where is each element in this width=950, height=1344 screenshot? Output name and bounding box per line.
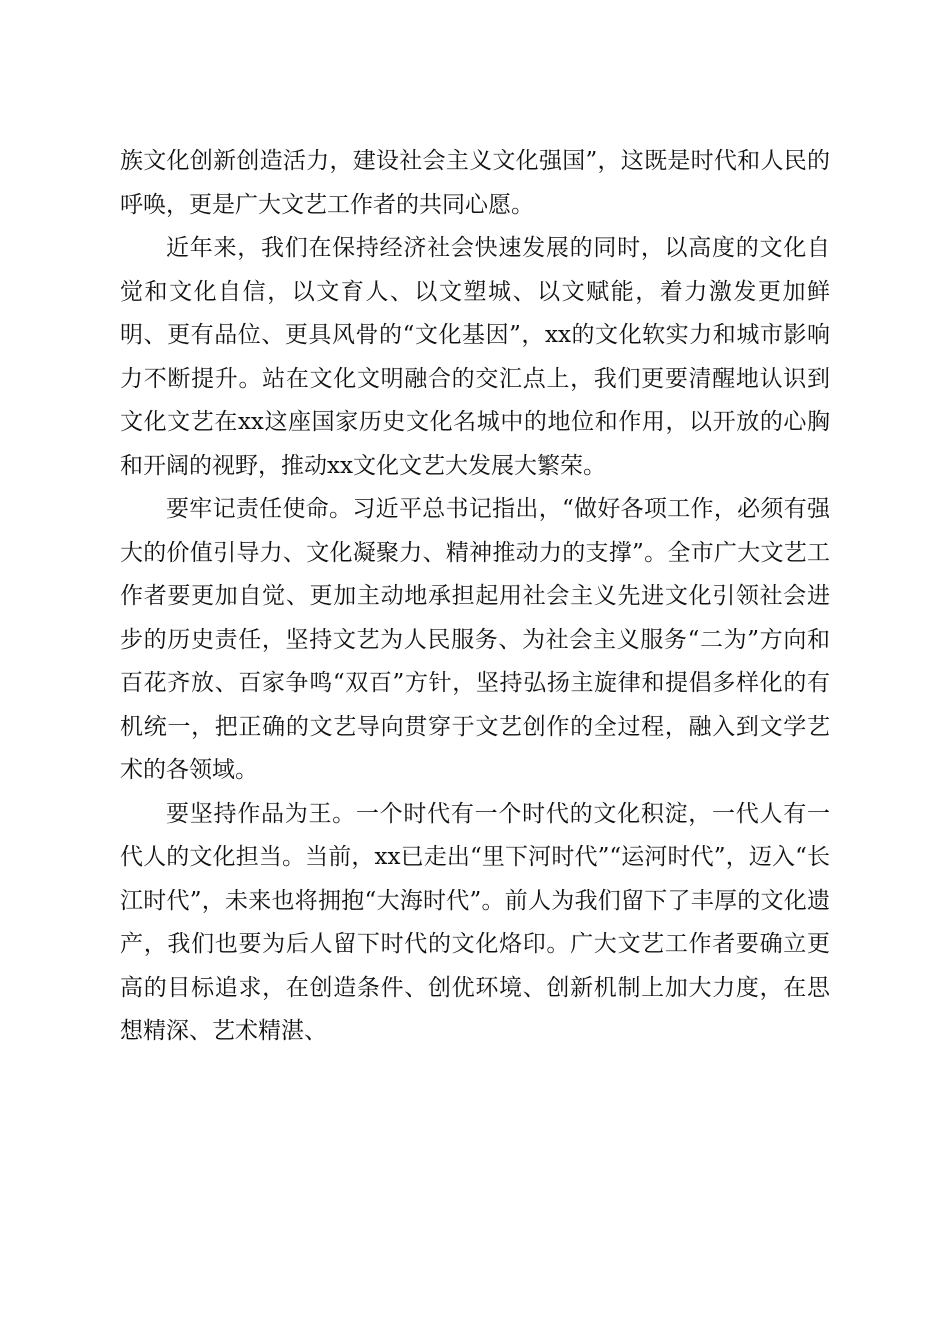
paragraph-responsibility: 要牢记责任使命。习近平总书记指出，“做好各项工作，必须有强大的价值引导力、文化凝聚力、精神推动力的支撑”。全市广大文艺工作者要更加自觉、更加主动地承担起用社会主义先进文化引领社会进步的历史责任，坚持文艺为人民服务、为社会主义服务“二为”方向和百花齐放、百家争鸣“双百”方针，坚持弘扬主旋律和提倡多样化的有机统一，把正确的文艺导向贯穿于文艺创作的全过程，融入到文学艺术的各领域。 <box>120 496 830 783</box>
paragraph-continuation: 族文化创新创造活力，建设社会主义文化强国”，这既是时代和人民的呼唤，更是广大文艺工作者的共同心愿。 <box>120 148 830 218</box>
body-text <box>120 140 830 1054</box>
paragraph-recent-years: 近年来，我们在保持经济社会快速发展的同时，以高度的文化自觉和文化自信，以文育人、以文塑城、以文赋能，着力激发更加鲜明、更有品位、更具风骨的“文化基因”，xx的文化软实力和城市影响力不断提升。站在文化文明融合的交汇点上，我们更要清醒地认识到文化文艺在xx这座国家历史文化名城中的地位和作用，以开放的心胸和开阔的视野，推动xx文化文艺大发展大繁荣。 <box>120 235 830 479</box>
paragraph-works: 要坚持作品为王。一个时代有一个时代的文化积淀，一代人有一代人的文化担当。当前，xx已走出“里下河时代”“运河时代”，迈入“长江时代”，未来也将拥抱“大海时代”。前人为我们留下了丰厚的文化遗产，我们也要为后人留下时代的文化烙印。广大文艺工作者要确立更高的目标追求，在创造条件、创优环境、创新机制上加大力度，在思想精深、艺术精湛、 <box>120 800 830 1044</box>
